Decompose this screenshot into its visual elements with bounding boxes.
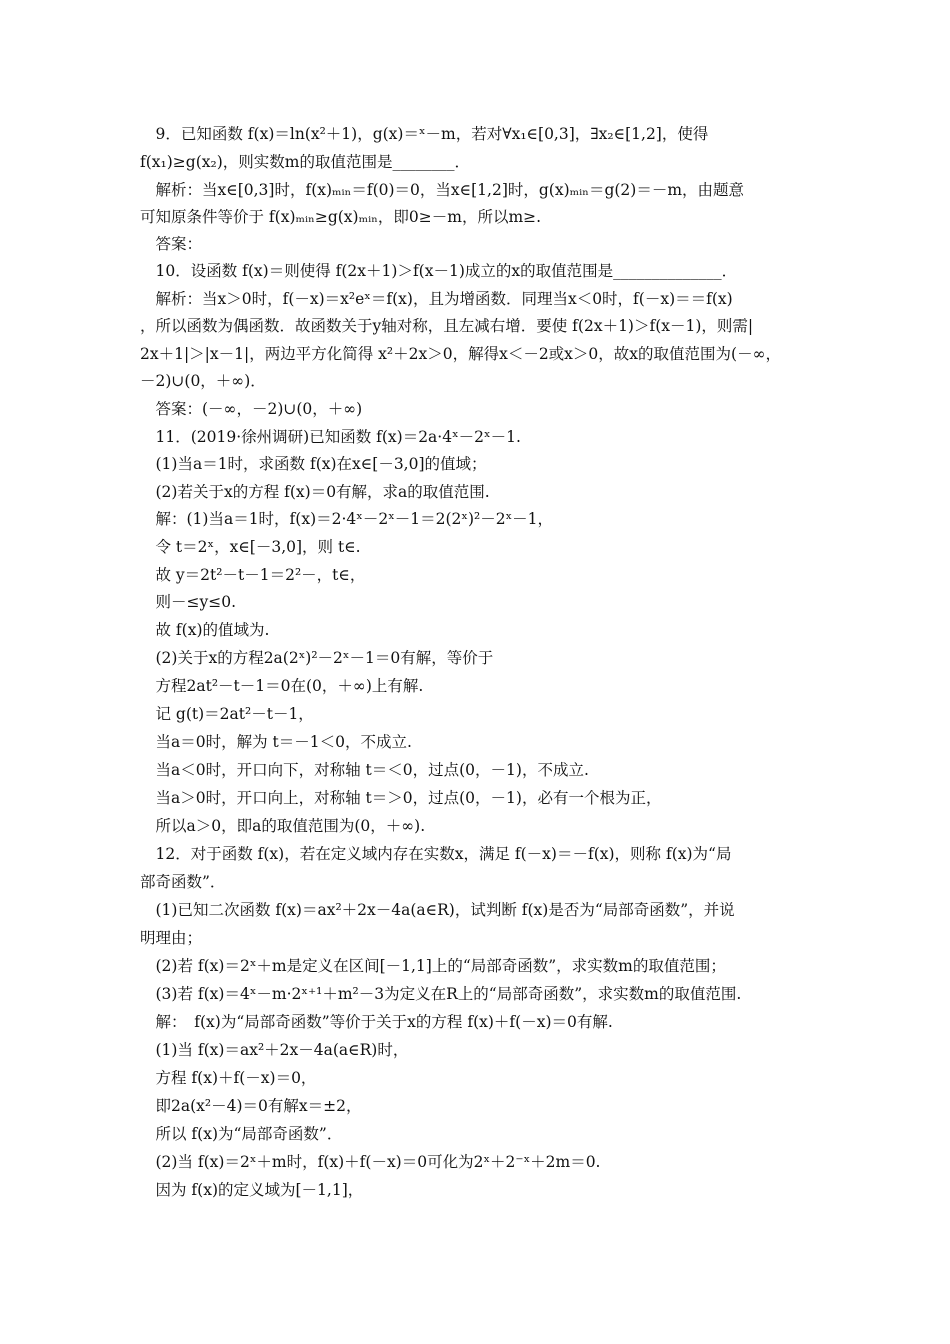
text-line-22: 记 g(t)＝2at²－t－1， (140, 705, 314, 723)
text-line-35: 方程 f(x)＋f(－x)＝0， (140, 1069, 317, 1087)
text-line-13: (1)当a＝1时，求函数 f(x)在x∈[－3,0]的值域； (140, 455, 487, 473)
text-line-18: 则－≤y≤0. (140, 593, 237, 611)
text-line-23: 当a＝0时，解为 t＝－1＜0，不成立. (140, 733, 412, 751)
text-line-17: 故 y＝2t²－t－1＝2²－，t∈， (140, 566, 366, 584)
text-line-24: 当a＜0时，开口向下，对称轴 t＝＜0，过点(0，－1)，不成立. (140, 761, 589, 779)
text-line-9: 2x＋1|＞|x－1|，两边平方化简得 x²＋2x＞0，解得x＜－2或x＞0，故x的取值范围为(－∞， (140, 345, 781, 363)
text-line-15: 解：(1)当a＝1时，f(x)＝2·4ˣ－2ˣ－1＝2(2ˣ)²－2ˣ－1， (140, 510, 554, 528)
text-line-11: 答案：(－∞，－2)∪(0，＋∞) (140, 400, 363, 418)
text-line-16: 令 t＝2ˣ，x∈[－3,0]，则 t∈. (140, 538, 361, 556)
text-line-14: (2)若关于x的方程 f(x)＝0有解，求a的取值范围. (140, 483, 490, 501)
text-line-37: 所以 f(x)为“局部奇函数”． (140, 1125, 343, 1143)
text-line-3: 解析：当x∈[0,3]时，f(x)ₘᵢₙ＝f(0)＝0，当x∈[1,2]时，g(x)ₘᵢₙ＝g(2)＝－m，由题意 (140, 181, 745, 199)
text-line-4: 可知原条件等价于 f(x)ₘᵢₙ≥g(x)ₘᵢₙ，即0≥－m，所以m≥. (140, 208, 542, 226)
text-line-27: 12．对于函数 f(x)，若在定义域内存在实数x，满足 f(－x)＝－f(x)，则称 f(x)为“局 (140, 845, 732, 863)
text-line-26: 所以a＞0，即a的取值范围为(0，＋∞). (140, 817, 426, 835)
text-line-7: 解析：当x＞0时，f(－x)＝x²eˣ＝f(x)，且为增函数．同理当x＜0时，f(－x)＝＝f(x) (140, 290, 733, 308)
text-line-33: 解： f(x)为“局部奇函数”等价于关于x的方程 f(x)＋f(－x)＝0有解. (140, 1013, 613, 1031)
text-line-1: 9．已知函数 f(x)＝ln(x²＋1)，g(x)＝ˣ－m，若对∀x₁∈[0,3]，∃x₂∈[1,2]，使得 (140, 125, 709, 143)
text-line-39: 因为 f(x)的定义域为[－1,1]， (140, 1181, 364, 1199)
text-line-31: (2)若 f(x)＝2ˣ＋m是定义在区间[－1,1]上的“局部奇函数”，求实数m的取值范围； (140, 957, 726, 975)
text-line-21: 方程2at²－t－1＝0在(0，＋∞)上有解. (140, 677, 424, 695)
text-line-8: ，所以函数为偶函数．故函数关于y轴对称，且左减右增．要使 f(2x＋1)＞f(x－1)，则需| (140, 317, 754, 335)
text-line-32: (3)若 f(x)＝4ˣ－m·2ˣ⁺¹＋m²－3为定义在R上的“局部奇函数”，求实数m的取值范围. (140, 985, 742, 1003)
text-line-12: 11．(2019·徐州调研)已知函数 f(x)＝2a·4ˣ－2ˣ－1. (140, 428, 521, 446)
text-line-36: 即2a(x²－4)＝0有解x＝±2， (140, 1097, 362, 1115)
text-line-20: (2)关于x的方程2a(2ˣ)²－2ˣ－1＝0有解，等价于 (140, 649, 494, 667)
text-line-2: f(x₁)≥g(x₂)，则实数m的取值范围是________． (140, 153, 470, 171)
text-line-25: 当a＞0时，开口向上，对称轴 t＝＞0，过点(0，－1)，必有一个根为正， (140, 789, 662, 807)
text-line-28: 部奇函数”． (140, 873, 226, 891)
text-line-5: 答案： (140, 235, 203, 253)
text-line-29: (1)已知二次函数 f(x)＝ax²＋2x－4a(a∈R)，试判断 f(x)是否为“局部奇函数”，并说 (140, 901, 735, 919)
text-line-34: (1)当 f(x)＝ax²＋2x－4a(a∈R)时， (140, 1041, 409, 1059)
text-line-19: 故 f(x)的值域为. (140, 621, 270, 639)
text-line-38: (2)当 f(x)＝2ˣ＋m时，f(x)＋f(－x)＝0可化为2ˣ＋2⁻ˣ＋2m＝0. (140, 1153, 601, 1171)
text-line-10: －2)∪(0，＋∞)． (140, 372, 266, 390)
text-line-6: 10．设函数 f(x)＝则使得 f(2x＋1)＞f(x－1)成立的x的取值范围是______________． (140, 262, 738, 280)
text-line-30: 明理由； (140, 929, 203, 947)
